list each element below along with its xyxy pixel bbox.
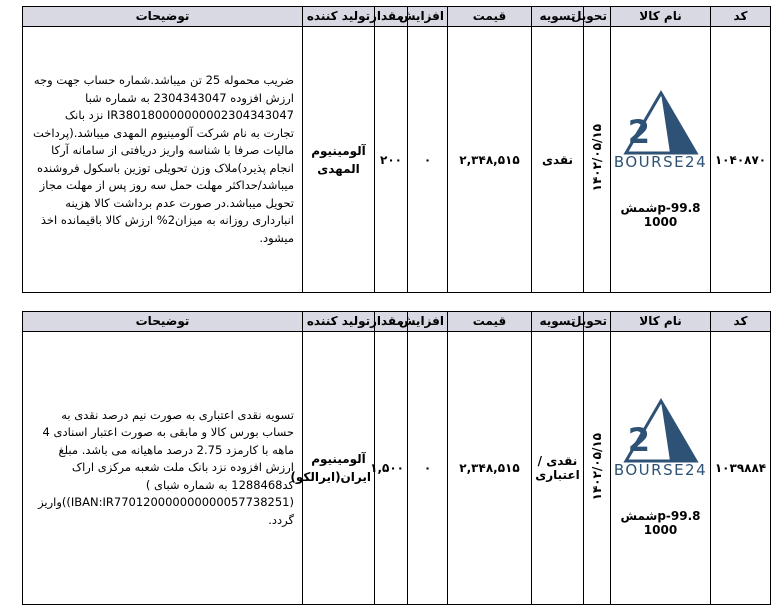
header-settlement: تسویه xyxy=(532,312,584,332)
price-cell: ۲,۳۴۸,۵۱۵ xyxy=(448,332,532,605)
header-producer: تولید کننده xyxy=(303,312,375,332)
header-producer: تولید کننده xyxy=(303,7,375,27)
header-price: قیمت xyxy=(448,7,532,27)
delivery-cell xyxy=(584,27,611,293)
svg-text:2: 2 xyxy=(627,112,650,151)
delivery-date: ۱۴۰۲/۰۵/۱۵ xyxy=(590,432,604,501)
table-row xyxy=(23,332,771,605)
product-name-text: 99.8-pشمش 1000 xyxy=(620,509,701,537)
logo-text: BOURSE24 xyxy=(613,152,708,171)
product-table-2 xyxy=(22,311,771,605)
code-cell: ۱۰۳۹۸۸۴ xyxy=(711,332,771,605)
header-product-name: نام کالا xyxy=(611,7,711,27)
increase-cell: ۰ xyxy=(408,27,448,293)
header-code: کد xyxy=(711,312,771,332)
header-delivery: تحویل xyxy=(584,312,611,332)
header-settlement: تسویه xyxy=(532,7,584,27)
svg-text:4: 4 xyxy=(643,421,666,459)
quantity-cell: ۲۰۰ xyxy=(375,27,408,293)
description-cell: تسویه نقدی اعتباری به صورت نیم درصد نقدی به حساب بورس کالا و مابقی به صورت اعتبار اسنادی 4 ماهه با کارمزد 2.75 درصد ماهیانه می باشد. مبلغ ارزش افزوده نزد بانک ملت شعبه مرکزی اراک کد1288468 به شماره شبای ) (IBAN:IR770120000000000057738251))واریز گردد. xyxy=(23,332,303,605)
producer-cell: آلومینیوم ایران(ایرالکو) xyxy=(303,332,375,605)
header-description: توضیحات xyxy=(23,7,303,27)
header-delivery: تحویل xyxy=(584,7,611,27)
settlement-cell: نقدی / اعتباری xyxy=(532,332,584,605)
table-header-row xyxy=(23,312,771,332)
header-product-name: نام کالا xyxy=(611,312,711,332)
delivery-date: ۱۴۰۲/۰۵/۱۵ xyxy=(590,124,604,192)
header-increase: افزایش xyxy=(408,7,448,27)
header-increase: افزایش xyxy=(408,312,448,332)
product-name-cell xyxy=(611,27,711,293)
delivery-cell xyxy=(584,332,611,605)
header-quantity: مقدار xyxy=(375,312,408,332)
code-cell: ۱۰۴۰۸۷۰ xyxy=(711,27,771,293)
quantity-cell: ۱,۵۰۰ xyxy=(375,332,408,605)
svg-text:4: 4 xyxy=(643,112,666,151)
header-description: توضیحات xyxy=(23,312,303,332)
table-header-row xyxy=(23,7,771,27)
producer-cell: آلومینیوم المهدی xyxy=(303,27,375,293)
table-row xyxy=(23,27,771,293)
increase-cell: ۰ xyxy=(408,332,448,605)
price-cell: ۲,۳۴۸,۵۱۵ xyxy=(448,27,532,293)
description-cell: ضریب محموله 25 تن میباشد.شماره حساب جهت وجه ارزش افزوده 2304343047 به شماره شبا IR380180000000002304343047 نزد بانک تجارت به نام شرکت آلومینیوم المهدی میباشد.(پرداخت مالیات صرفا با شناسه واریز دریافتی از سامانه آرکا انجام پذیرد)ملاک وزن تحویلی توزین باسکول فروشنده میباشد/حداکثر مهلت حمل سه روز پس از مهلت مجاز تحویل میباشد.در صورت عدم برداشت کالا هزینه انبارداری روزانه به میزان2% ارزش کالا باقیمانده اخذ میشود. xyxy=(23,27,303,293)
product-table-1 xyxy=(22,6,771,293)
header-price: قیمت xyxy=(448,312,532,332)
header-code: کد xyxy=(711,7,771,27)
settlement-cell: نقدی xyxy=(532,27,584,293)
svg-text:2: 2 xyxy=(627,421,650,459)
product-name-text: 99.8-pشمش 1000 xyxy=(620,200,701,229)
bourse24-logo-icon xyxy=(624,91,698,155)
bourse24-logo-icon xyxy=(624,399,698,463)
header-quantity: مقدار xyxy=(375,7,408,27)
product-name-cell xyxy=(611,332,711,605)
logo-text: BOURSE24 xyxy=(613,461,708,479)
